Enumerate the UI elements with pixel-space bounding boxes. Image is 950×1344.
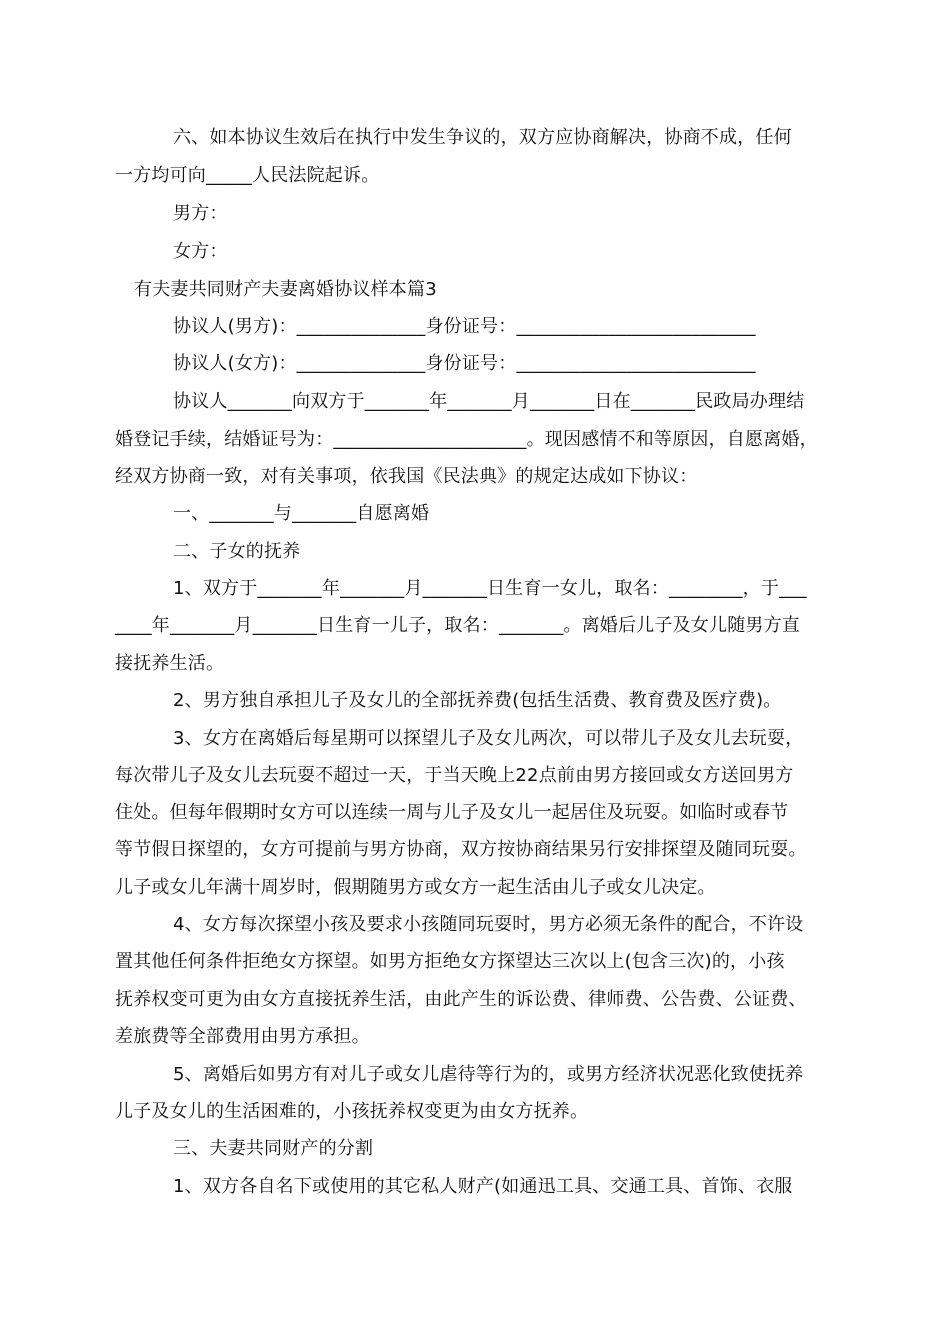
paragraph-line: 5、离婚后如男方有对儿子或女儿虐待等行为的，或男方经济状况恶化致使抚养 bbox=[173, 1064, 804, 1085]
signature-line-male: 男方： bbox=[173, 203, 228, 224]
paragraph-line: 置其他任何条件拒绝女方探望。如男方拒绝女方探望达三次以上(包含三次)的，小孩 bbox=[115, 951, 785, 972]
paragraph-line: 每次带儿子及女儿去玩耍不超过一天，于当天晚上22点前由男方接回或女方送回男方 bbox=[115, 765, 794, 786]
paragraph-line: 住处。但每年假期时女方可以连续一周与儿子及女儿一起居住及玩耍。如临时或春节 bbox=[115, 802, 789, 823]
paragraph-line: 一、_______与_______自愿离婚 bbox=[173, 503, 430, 524]
paragraph-line: 儿子及女儿的生活困难的，小孩抚养权变更为由女方抚养。 bbox=[115, 1101, 589, 1122]
paragraph-line: 二、子女的抚养 bbox=[173, 541, 301, 562]
paragraph-line: 4、女方每次探望小孩及要求小孩随同玩耍时，男方必须无条件的配合，不许设 bbox=[173, 914, 804, 935]
paragraph-line: 差旅费等全部费用由男方承担。 bbox=[115, 1026, 370, 1047]
paragraph-line: 协议人(男方)：______________身份证号：__________________________ bbox=[173, 316, 756, 337]
signature-line-female: 女方： bbox=[173, 241, 228, 262]
section-heading: 三、夫妻共同财产的分割 bbox=[173, 1138, 374, 1159]
paragraph-line: 接抚养生活。 bbox=[115, 653, 225, 674]
paragraph-line: 抚养权变可更为由女方直接抚养生活，由此产生的诉讼费、律师费、公告费、公证费、 bbox=[115, 989, 807, 1010]
paragraph-line: 3、女方在离婚后每星期可以探望儿子及女儿两次，可以带儿子及女儿去玩耍， bbox=[173, 728, 804, 749]
paragraph-line: 2、男方独自承担儿子及女儿的全部抚养费(包括生活费、教育费及医疗费)。 bbox=[173, 690, 782, 711]
paragraph-line: 经双方协商一致，对有关事项，依我国《民法典》的规定达成如下协议： bbox=[115, 466, 698, 487]
section-heading: 有夫妻共同财产夫妻离婚协议样本篇3 bbox=[134, 279, 437, 300]
paragraph-line: 1、双方各自名下或使用的其它私人财产(如通迅工具、交通工具、首饰、衣服 bbox=[173, 1176, 793, 1197]
paragraph-line: 儿子或女儿年满十周岁时，假期随男方或女方一起生活由儿子或女儿决定。 bbox=[115, 877, 716, 898]
paragraph-line: 婚登记手续，结婚证号为：_____________________。现因感情不和等原因，自愿离婚， bbox=[115, 429, 818, 450]
paragraph-line: 等节假日探望的，女方可提前与男方协商，双方按协商结果另行安排探望及随同玩耍。 bbox=[115, 839, 807, 860]
paragraph-line: 协议人_______向双方于_______年_______月_______日在_______民政局办理结 bbox=[173, 391, 805, 412]
paragraph-line: 1、双方于_______年_______月_______日生育一女儿，取名：________，于___ bbox=[173, 578, 807, 599]
paragraph-line: 一方均可向_____人民法院起诉。 bbox=[115, 165, 380, 186]
paragraph-line: 六、如本协议生效后在执行中发生争议的，双方应协商解决，协商不成，任何 bbox=[173, 127, 792, 148]
paragraph-line: ____年_______月_______日生育一儿子，取名：_______。离婚后儿子及女儿随男方直 bbox=[115, 615, 800, 636]
paragraph-line: 协议人(女方)：______________身份证号：__________________________ bbox=[173, 353, 756, 374]
